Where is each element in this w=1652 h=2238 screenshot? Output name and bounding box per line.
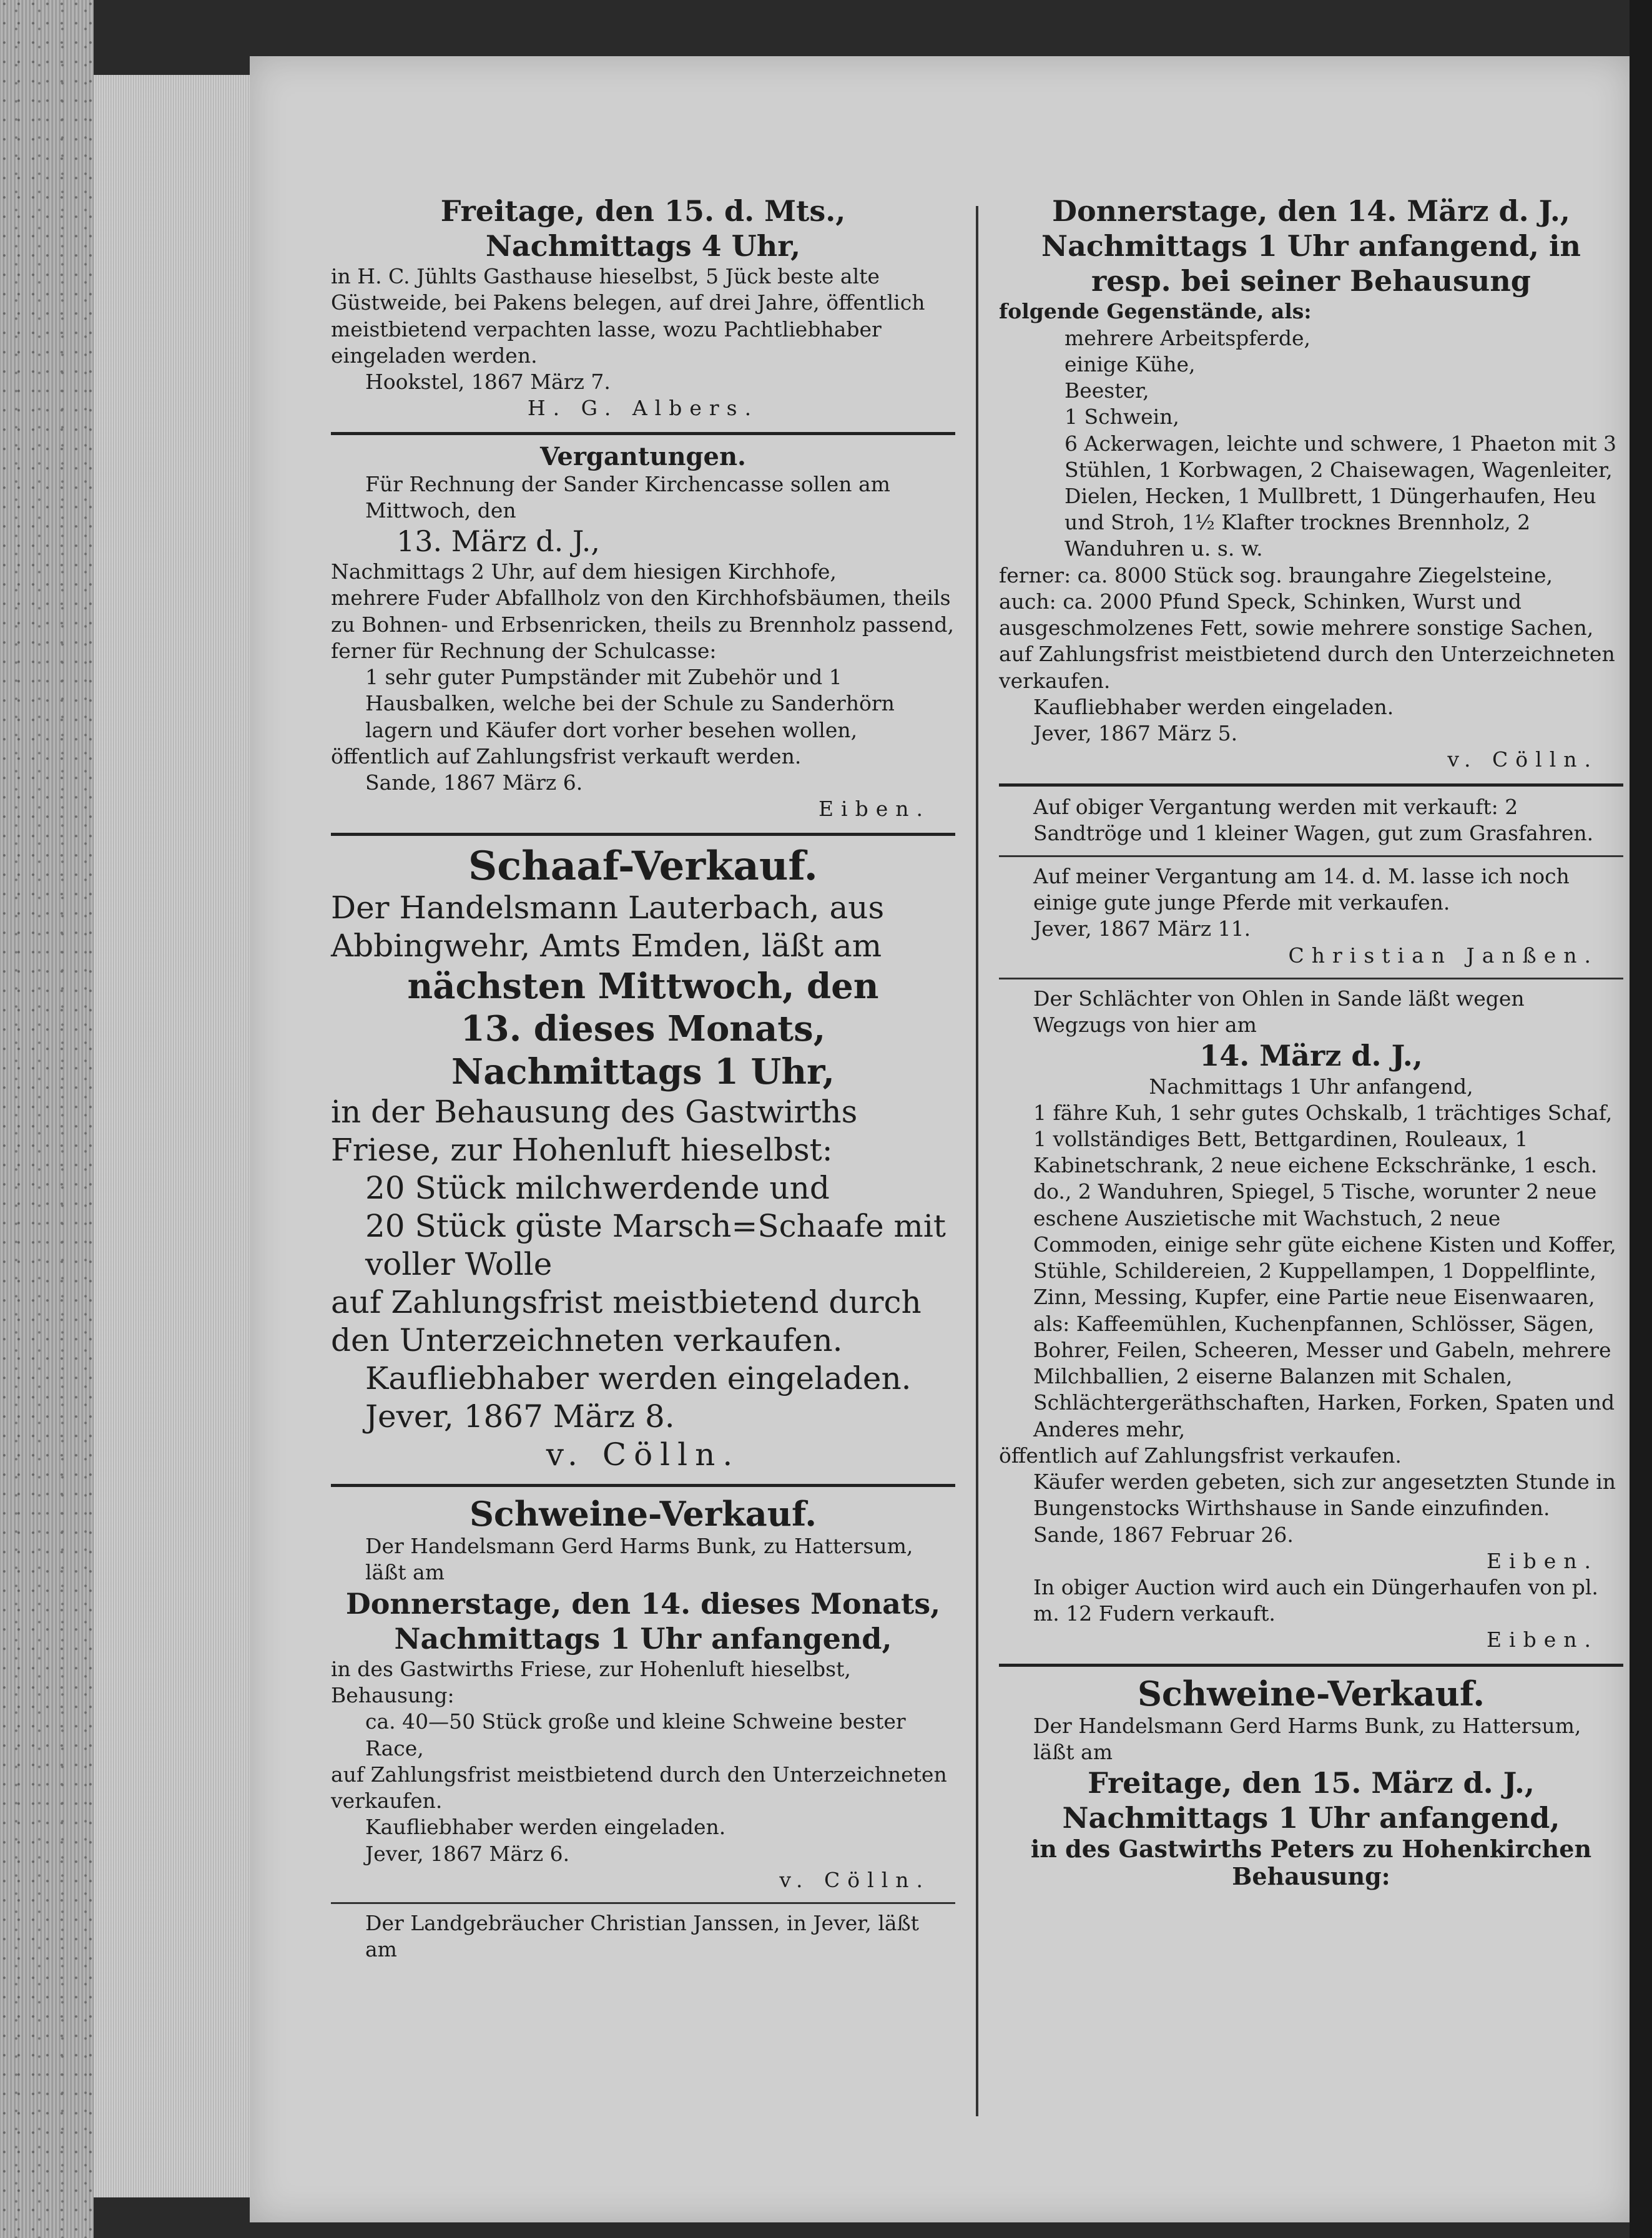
ad-item: Beester, xyxy=(1064,378,1149,403)
page-edge-texture xyxy=(0,0,94,2238)
ad-text: folgende Gegenstände, als: xyxy=(999,299,1312,324)
ad-place-date: Sande, 1867 März 6. xyxy=(365,770,583,795)
ad-signature: Christian Janßen. xyxy=(1288,943,1598,968)
ad-place-date: Hookstel, 1867 März 7. xyxy=(365,370,611,395)
ad-text: ca. 40—50 Stück große und kleine Schweine bester Race, xyxy=(365,1709,906,1760)
ad-text: Der Handelsmann Gerd Harms Bunk, zu Hattersum, läßt am xyxy=(1033,1713,1581,1765)
ad-text: Nachmittags 2 Uhr, auf dem hiesigen Kirchhofe, xyxy=(331,559,837,584)
ad-place-date: Sande, 1867 Februar 26. xyxy=(1033,1522,1294,1547)
ad-text: 6 Ackerwagen, leichte und schwere, 1 Phaeton mit 3 Stühlen, 1 Korbwagen, 2 Chaisewagen, Wagenleiter, Dielen, Hecken, 1 Mullbrett, 1 Düngerhaufen, Heu und Stroh, 1½ Klafter trocknes Brennholz, 2 Wanduhren u. s. w. xyxy=(1064,431,1617,561)
ad-heading: Freitage, den 15. d. Mts., xyxy=(440,194,846,228)
book-block-edges xyxy=(94,75,250,2197)
ad-title: Schweine-Verkauf. xyxy=(469,1494,817,1534)
ad-title: Schaaf-Verkauf. xyxy=(468,842,818,890)
ad-text: Der Handelsmann Gerd Harms Bunk, zu Hattersum, läßt am xyxy=(365,1534,913,1585)
ad-text: mehrere Fuder Abfallholz von den Kirchhofsbäumen, theils zu Bohnen- und Erbsenricken, theils zu Brennholz passend, xyxy=(331,586,954,637)
ad-date: 13. dieses Monats, xyxy=(460,1008,826,1050)
ad-date: Donnerstage, den 14. dieses Monats, xyxy=(345,1586,941,1621)
ad-pferde xyxy=(999,863,1623,969)
separator xyxy=(999,855,1623,857)
ad-signature: Eiben. xyxy=(818,797,930,822)
ad-subheading: Nachmittags 1 Uhr anfangend, in resp. bei seiner Behausung xyxy=(1041,229,1581,298)
ad-time: Nachmittags 1 Uhr anfangend, xyxy=(1062,1801,1560,1835)
ad-text: 20 Stück güste Marsch=Schaafe mit voller Wolle xyxy=(365,1208,946,1283)
ad-text: Für Rechnung der Sander Kirchencasse sollen am Mittwoch, den xyxy=(365,471,890,523)
ad-text: Auf meiner Vergantung am 14. d. M. lasse ich noch einige gute junge Pferde mit verkaufen. xyxy=(1033,864,1570,915)
ad-signature: v. Cölln. xyxy=(779,1867,930,1892)
separator xyxy=(999,783,1623,787)
ad-item: mehrere Arbeitspferde, xyxy=(1064,325,1310,350)
separator xyxy=(999,1664,1623,1667)
ad-text: 20 Stück milchwerdende und xyxy=(365,1170,830,1207)
scan-border xyxy=(1630,0,1652,2238)
ad-place-date: Jever, 1867 März 5. xyxy=(1033,721,1238,746)
ad-text: auf Zahlungsfrist meistbietend durch den Unterzeichneten verkaufen. xyxy=(331,1762,947,1813)
ad-text: auf Zahlungsfrist meistbietend durch den Unterzeichneten verkaufen. xyxy=(331,1284,922,1359)
ad-schweine-verkauf-right xyxy=(999,1674,1623,1890)
ad-signature: v. Cölln. xyxy=(546,1436,740,1473)
ad-ohlen-auction xyxy=(999,986,1623,1654)
ad-place-date: Jever, 1867 März 11. xyxy=(1033,916,1251,941)
separator xyxy=(331,1902,955,1904)
ad-title: Schweine-Verkauf. xyxy=(1137,1673,1485,1714)
ad-item: 1 Schwein, xyxy=(1064,405,1179,429)
ad-text: in der Behausung des Gastwirths Friese, zur Hohenluft hieselbst: xyxy=(331,1094,858,1169)
ad-body: in H. C. Jühlts Gasthause hieselbst, 5 Jück beste alte Güstweide, bei Pakens belegen, auf drei Jahre, öffentlich meistbietend verpachten lasse, wozu Pachtliebhaber eingeladen werden. xyxy=(331,264,925,368)
ad-text: Der Landgebräucher Christian Janssen, in Jever, läßt am xyxy=(365,1910,919,1962)
ad-janssen xyxy=(331,1910,955,1963)
ad-text: In obiger Auction wird auch ein Düngerhaufen von pl. m. 12 Fudern verkauft. xyxy=(1033,1574,1598,1626)
ad-signature: H. G. Albers. xyxy=(527,396,759,421)
separator xyxy=(331,833,955,836)
ad-text: 1 fähre Kuh, 1 sehr gutes Ochskalb, 1 trächtiges Schaf, 1 vollständiges Bett, Bettgardinen, Rouleaux, 1 Kabinetschrank, 2 neue eichene Eckschränke, 1 esch. do., 2 Wanduhren, Spiegel, 5 Tische, worunter 2 neue eschene Auszietische mit Wachstuch, 2 neue Commoden, einige sehr güte eichene Kisten und Koffer, Stühle, Schildereien, 2 Kuppellampen, 1 Doppelflinte, Zinn, Messing, Kupfer, eine Partie neue Eisenwaaren, als: Kaffeemühlen, Kuchenpfannen, Schlösser, Sägen, Bohrer, Feilen, Scheeren, Messer und Gabeln, mehrere Milchballien, 2 eiserne Balanzen mit Schalen, Schlächtergeräthschaften, Harken, Forken, Spaten und Anderes mehr, xyxy=(1033,1100,1616,1441)
ad-mit-verkauft xyxy=(999,794,1623,847)
ad-text: Kaufliebhaber werden eingeladen. xyxy=(365,1815,726,1840)
column-divider xyxy=(976,206,978,2116)
ad-pasture-lease xyxy=(331,194,955,422)
ad-date: 13. März d. J., xyxy=(396,524,600,559)
ad-schaaf-verkauf xyxy=(331,843,955,1475)
separator xyxy=(999,978,1623,979)
ad-signature: Eiben. xyxy=(1486,1627,1598,1652)
ad-text: 1 sehr guter Pumpständer mit Zubehör und 1 Hausbalken, welche bei der Schule zu Sanderhörn lagern und Käufer dort vorher besehen wollen, xyxy=(365,665,895,742)
ad-place-date: Jever, 1867 März 8. xyxy=(365,1398,675,1435)
ad-vergantungen xyxy=(331,443,955,823)
ad-text: Käufer werden gebeten, sich zur angesetzten Stunde in Bungenstocks Wirthshause in Sande einzufinden. xyxy=(1033,1470,1616,1521)
ad-signature: v. Cölln. xyxy=(1447,747,1598,772)
ad-text: auf Zahlungsfrist meistbietend durch den Unterzeichneten verkaufen. xyxy=(999,642,1615,693)
ad-text: in des Gastwirths Friese, zur Hohenluft hieselbst, Behausung: xyxy=(331,1656,851,1708)
ad-text: Auf obiger Vergantung werden mit verkauft: 2 Sandtröge und 1 kleiner Wagen, gut zum Grasfahren. xyxy=(1033,794,1594,845)
ad-date: 14. März d. J., xyxy=(1199,1039,1423,1073)
ad-text: Kaufliebhaber werden eingeladen. xyxy=(1033,694,1394,719)
ad-text: Kaufliebhaber werden eingeladen. xyxy=(365,1360,912,1397)
ad-location: in des Gastwirths Peters zu Hohenkirchen Behausung: xyxy=(1030,1835,1592,1891)
ad-donnerstag-vergantung xyxy=(999,194,1623,773)
ad-heading: Donnerstage, den 14. März d. J., xyxy=(1052,194,1570,228)
ad-time: Nachmittags 1 Uhr anfangend, xyxy=(1149,1074,1473,1099)
ad-text: auch: ca. 2000 Pfund Speck, Schinken, Wurst und ausgeschmolzenes Fett, sowie mehrere sonstige Sachen, xyxy=(999,589,1594,640)
ad-text: öffentlich auf Zahlungsfrist verkauft werden. xyxy=(331,744,802,768)
ad-text: Der Handelsmann Lauterbach, aus Abbingwehr, Amts Emden, läßt am xyxy=(331,890,885,964)
ad-text: ferner: ca. 8000 Stück sog. braungahre Ziegelsteine, xyxy=(999,562,1553,587)
ad-text: Der Schlächter von Ohlen in Sande läßt wegen Wegzugs von hier am xyxy=(1033,986,1525,1038)
ad-text: öffentlich auf Zahlungsfrist verkaufen. xyxy=(999,1443,1402,1468)
left-column xyxy=(331,194,955,1963)
ad-time: Nachmittags 1 Uhr anfangend, xyxy=(394,1621,892,1656)
ad-schweine-verkauf-left xyxy=(331,1494,955,1893)
ad-text: ferner für Rechnung der Schulcasse: xyxy=(331,638,717,663)
right-column xyxy=(999,194,1623,1890)
ad-item: einige Kühe, xyxy=(1064,351,1196,376)
ad-title: Vergantungen. xyxy=(540,441,746,471)
ad-date: Freitage, den 15. März d. J., xyxy=(1088,1766,1535,1800)
ad-place-date: Jever, 1867 März 6. xyxy=(365,1841,570,1866)
ad-subheading: Nachmittags 4 Uhr, xyxy=(485,229,801,263)
ad-date: nächsten Mittwoch, den xyxy=(407,966,879,1008)
separator xyxy=(331,432,955,435)
ad-signature: Eiben. xyxy=(1486,1548,1598,1573)
ad-time: Nachmittags 1 Uhr, xyxy=(451,1051,835,1092)
separator xyxy=(331,1484,955,1487)
